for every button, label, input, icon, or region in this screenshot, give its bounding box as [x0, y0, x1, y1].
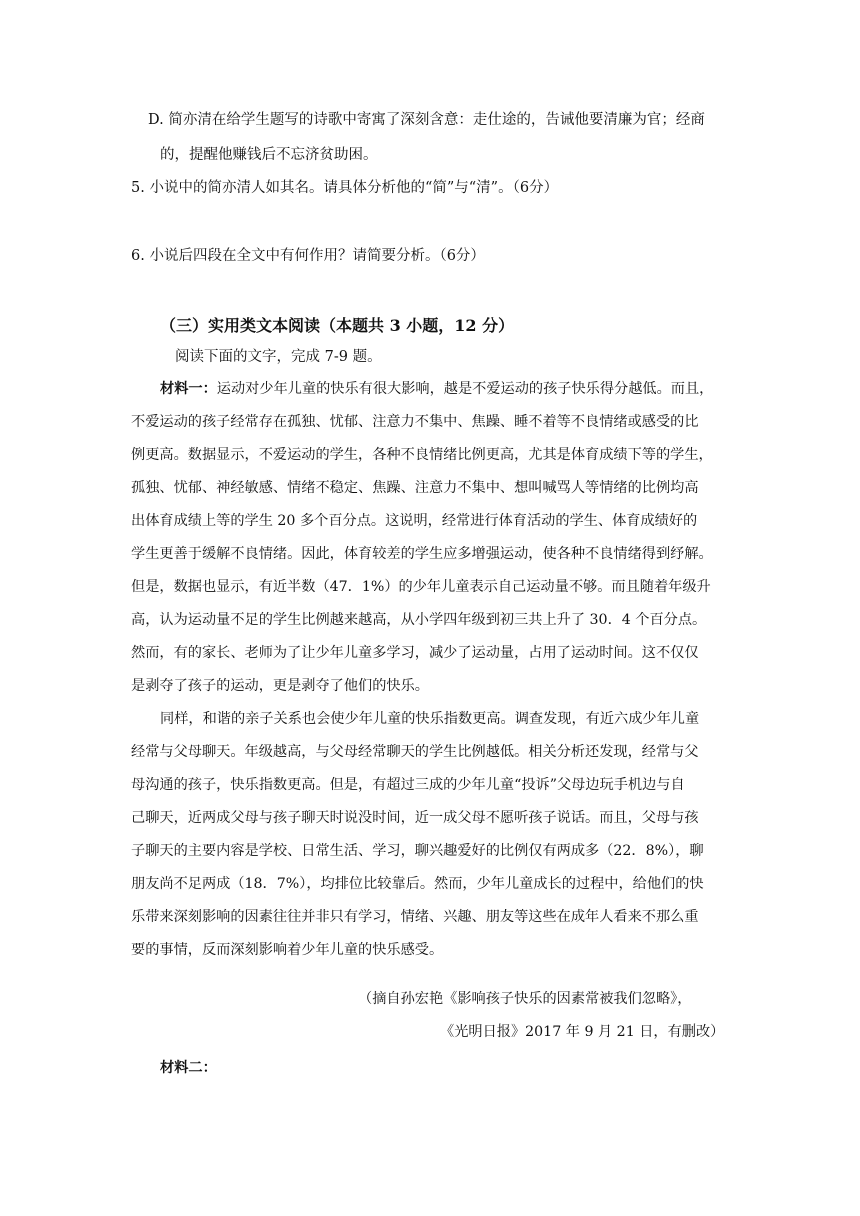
source-line-2: 《光明日报》2017 年 9 月 21 日，有删改） — [440, 1024, 725, 1040]
option-d-line-2: 的，提醒他赚钱后不忘济贫助困。 — [160, 147, 378, 163]
material1-p1-line-9: 是剥夺了孩子的运动，更是剥夺了他们的快乐。 — [131, 678, 429, 694]
section-title: （三）实用类文本阅读（本题共 3 小题，12 分） — [160, 316, 515, 335]
question-5: 5. 小说中的简亦清人如其名。请具体分析他的“简”与“清”。（6分） — [131, 180, 559, 196]
material1-label: 材料一： — [160, 381, 217, 397]
material2-label: 材料二： — [160, 1060, 217, 1076]
material1-p2-line-7: 要的事情，反而深刻影响着少年儿童的快乐感受。 — [131, 942, 444, 958]
material1-p2-line-3: 己聊天，近两成父母与孩子聊天时说没时间，近一成父母不愿听孩子说话。而且，父母与孩 — [131, 810, 699, 826]
material1-p2-line-1: 经常与父母聊天。年级越高，与父母经常聊天的学生比例越低。相关分析还发现，经常与父 — [131, 744, 699, 760]
material1-p1-line-6: 但是，数据也显示，有近半数（47．1%）的少年儿童表示自己运动量不够。而且随着年级升 — [131, 579, 711, 595]
material1-p2-line-4: 子聊天的主要内容是学校、日常生活、学习，聊兴趣爱好的比例仅有两成多（22．8%），聊 — [131, 843, 704, 859]
material1-p2-line-0: 同样，和谐的亲子关系也会使少年儿童的快乐指数更高。调查发现，有近六成少年儿童 — [160, 711, 700, 727]
material1-p1-line-1: 不爱运动的孩子经常存在孤独、忧郁、注意力不集中、焦躁、睡不着等不良情绪或感受的比 — [131, 414, 699, 430]
instruction: 阅读下面的文字，完成 7-9 题。 — [175, 349, 382, 365]
material1-line — [160, 379, 713, 399]
source-line-1: （摘自孙宏艳《影响孩子快乐的因素常被我们忽略》， — [358, 991, 692, 1007]
material1-p1-line-2: 例更高。数据显示，不爱运动的学生，各种不良情绪比例更高，尤其是体育成绩下等的学生， — [131, 447, 713, 463]
material1-p1-line-5: 学生更善于缓解不良情绪。因此，体育较差的学生应多增强运动，使各种不良情绪得到纾解。 — [131, 546, 713, 562]
material1-p1-line-4: 出体育成绩上等的学生 20 多个百分点。这说明，经常进行体育活动的学生、体育成绩好的 — [131, 513, 698, 529]
material1-p2-line-2: 母沟通的孩子，快乐指数更高。但是，有超过三成的少年儿童“投诉”父母边玩手机边与自 — [131, 777, 685, 793]
material1-p1-line-3: 孤独、忧郁、神经敏感、情绪不稳定、焦躁、注意力不集中、想叫喊骂人等情绪的比例均高 — [131, 480, 699, 496]
question-6: 6. 小说后四段在全文中有何作用？请简要分析。（6分） — [131, 248, 485, 264]
material1-p1-line-0: 运动对少年儿童的快乐有很大影响，越是不爱运动的孩子快乐得分越低。而且， — [216, 381, 714, 397]
material1-p1-line-8: 然而，有的家长、老师为了让少年儿童多学习，减少了运动量，占用了运动时间。这不仅仅 — [131, 645, 699, 661]
material1-p2-line-5: 朋友尚不足两成（18．7%），均排位比较靠后。然而，少年儿童成长的过程中，给他们的快 — [131, 876, 704, 892]
material1-p2-line-6: 乐带来深刻影响的因素往往并非只有学习，情绪、兴趣、朋友等这些在成年人看来不那么重 — [131, 909, 699, 925]
option-d-line-1: D. 简亦清在给学生题写的诗歌中寄寓了深刻含意：走仕途的，告诫他要清廉为官；经商 — [148, 112, 705, 128]
material1-p1-line-7: 高，认为运动量不足的学生比例越来越高，从小学四年级到初三共上升了 30．4 个百分点。 — [131, 612, 707, 628]
